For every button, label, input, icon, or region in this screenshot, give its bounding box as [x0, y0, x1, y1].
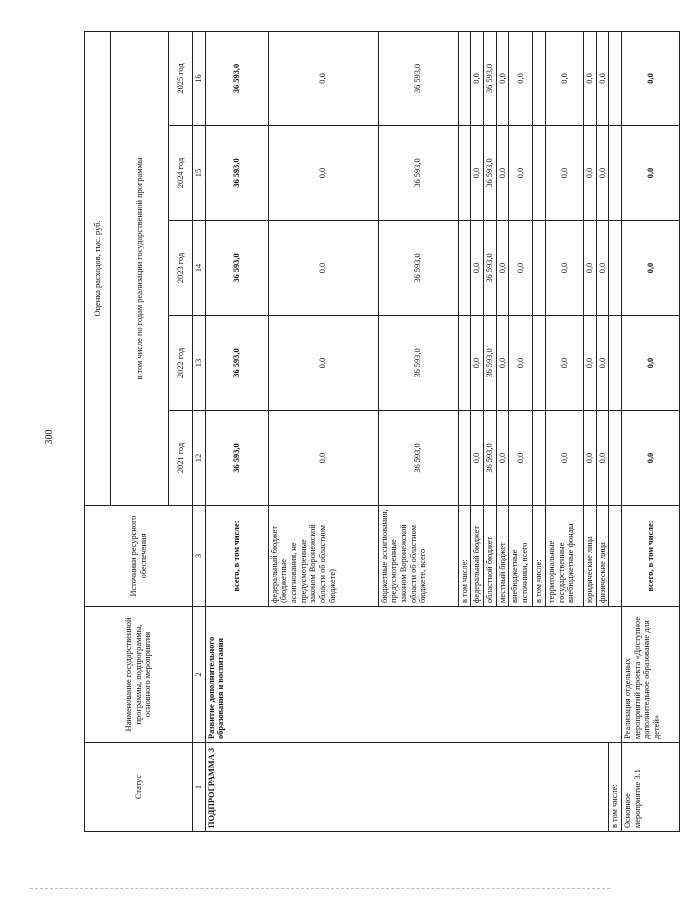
header-estimate: Оценка расходов, тыс. руб. [85, 31, 111, 505]
empty-cell [609, 221, 622, 316]
value-cell: 0,0 [583, 221, 596, 316]
value-cell [533, 411, 546, 506]
value-cell: 36 593,0 [205, 31, 268, 125]
value-cell: 0,0 [621, 31, 679, 125]
value-cell: 0,0 [268, 31, 378, 125]
header-name: Наименование государственной программы, подпрограммы, основного мероприятия [85, 607, 193, 743]
value-cell: 0,0 [583, 411, 596, 506]
value-cell: 0,0 [596, 31, 609, 125]
source-cell: в том числе: [458, 506, 471, 607]
value-cell: 0,0 [471, 316, 484, 411]
value-cell: 0,0 [583, 31, 596, 125]
value-cell [458, 221, 471, 316]
value-cell: 0,0 [621, 316, 679, 411]
header-year: 2023 год [169, 221, 193, 316]
source-cell: физические лица [596, 506, 609, 607]
empty-cell [609, 126, 622, 221]
subprogram-name: Развитие дополнительного образования и воспитания [205, 607, 609, 743]
value-cell: 36 593,0 [378, 221, 458, 316]
value-cell: 36 593,0 [378, 316, 458, 411]
value-cell: 0,0 [545, 221, 583, 316]
value-cell [533, 221, 546, 316]
header-year: 2025 год [169, 31, 193, 125]
page-number: 300 [44, 429, 55, 445]
value-cell: 36 593,0 [378, 126, 458, 221]
source-cell: федеральный бюджет [471, 506, 484, 607]
rotated-page [84, 32, 661, 832]
source-cell: внебюджетные источники, всего [509, 506, 533, 607]
empty-cell [609, 31, 622, 125]
value-cell: 0,0 [509, 31, 533, 125]
column-number: 12 [193, 411, 206, 506]
value-cell: 0,0 [496, 221, 509, 316]
value-cell [458, 31, 471, 125]
value-cell: 36 593,0 [483, 126, 496, 221]
column-number: 14 [193, 221, 206, 316]
value-cell: 0,0 [583, 316, 596, 411]
value-cell: 36 593,0 [483, 31, 496, 125]
value-cell: 36 593,0 [483, 221, 496, 316]
value-cell: 36 593,0 [205, 221, 268, 316]
source-cell: всего, в том числе: [621, 506, 679, 607]
value-cell: 0,0 [621, 221, 679, 316]
value-cell: 0,0 [268, 126, 378, 221]
value-cell: 36 593,0 [378, 31, 458, 125]
source-cell: в том числе: [533, 506, 546, 607]
value-cell: 0,0 [268, 411, 378, 506]
value-cell: 0,0 [545, 31, 583, 125]
value-cell: 0,0 [268, 221, 378, 316]
expenditure-table [84, 31, 680, 832]
source-cell: территориальные государственные внебюджетные фонды [545, 506, 583, 607]
value-cell [458, 411, 471, 506]
value-cell: 36 593,0 [205, 126, 268, 221]
value-cell: 0,0 [509, 316, 533, 411]
value-cell: 0,0 [545, 126, 583, 221]
value-cell: 0,0 [621, 411, 679, 506]
value-cell: 0,0 [509, 126, 533, 221]
column-number: 2 [193, 607, 206, 743]
value-cell: 0,0 [496, 316, 509, 411]
value-cell [533, 316, 546, 411]
value-cell: 0,0 [268, 316, 378, 411]
activity-status: Основное мероприятие 3.1 [621, 743, 679, 832]
source-cell: бюджетные ассигнования, предусмотренные законом Воронежской области об областном бюджете, всего [378, 506, 458, 607]
value-cell [533, 31, 546, 125]
activity-name: Реализация отдельных мероприятий проекта «Доступное дополнительное образование для детей» [621, 607, 679, 743]
value-cell: 0,0 [583, 126, 596, 221]
value-cell [458, 316, 471, 411]
in-that-number-label: в том числе: [609, 743, 622, 832]
value-cell: 0,0 [596, 221, 609, 316]
value-cell [533, 126, 546, 221]
value-cell: 0,0 [509, 411, 533, 506]
value-cell: 0,0 [471, 221, 484, 316]
column-number: 15 [193, 126, 206, 221]
scan-edge-divider [30, 888, 610, 889]
column-number: 16 [193, 31, 206, 125]
value-cell: 0,0 [471, 31, 484, 125]
source-cell: юридические лица [583, 506, 596, 607]
empty-cell [609, 607, 622, 743]
value-cell: 0,0 [621, 126, 679, 221]
subprogram-status: ПОДПРОГРАММА 3 [205, 743, 609, 832]
value-cell: 0,0 [596, 126, 609, 221]
value-cell: 36 593,0 [483, 316, 496, 411]
value-cell: 0,0 [596, 316, 609, 411]
value-cell: 0,0 [596, 411, 609, 506]
value-cell: 0,0 [471, 411, 484, 506]
header-status: Статус [85, 743, 193, 832]
value-cell: 36 593,0 [378, 411, 458, 506]
value-cell: 0,0 [496, 126, 509, 221]
empty-cell [609, 316, 622, 411]
header-by-years: в том числе по годам реализации государственной программы [111, 31, 169, 505]
value-cell: 0,0 [545, 316, 583, 411]
value-cell: 36 593,0 [483, 411, 496, 506]
column-number: 13 [193, 316, 206, 411]
header-year: 2024 год [169, 126, 193, 221]
value-cell: 0,0 [496, 411, 509, 506]
value-cell: 0,0 [496, 31, 509, 125]
value-cell [458, 126, 471, 221]
source-cell: всего, в том числе: [205, 506, 268, 607]
source-cell: областной бюджет [483, 506, 496, 607]
column-number: 3 [193, 506, 206, 607]
value-cell: 0,0 [509, 221, 533, 316]
source-cell: местный бюджет [496, 506, 509, 607]
empty-cell [609, 506, 622, 607]
header-year: 2021 год [169, 411, 193, 506]
header-source: Источники ресурсного обеспечения [85, 506, 193, 607]
source-cell: федеральный бюджет (бюджетные ассигнования, не предусмотренные законом Воронежской области об областном бюджете) [268, 506, 378, 607]
value-cell: 0,0 [471, 126, 484, 221]
header-year: 2022 год [169, 316, 193, 411]
value-cell: 36 593,0 [205, 316, 268, 411]
column-number: 1 [193, 743, 206, 832]
value-cell: 36 593,0 [205, 411, 268, 506]
value-cell: 0,0 [545, 411, 583, 506]
empty-cell [609, 411, 622, 506]
